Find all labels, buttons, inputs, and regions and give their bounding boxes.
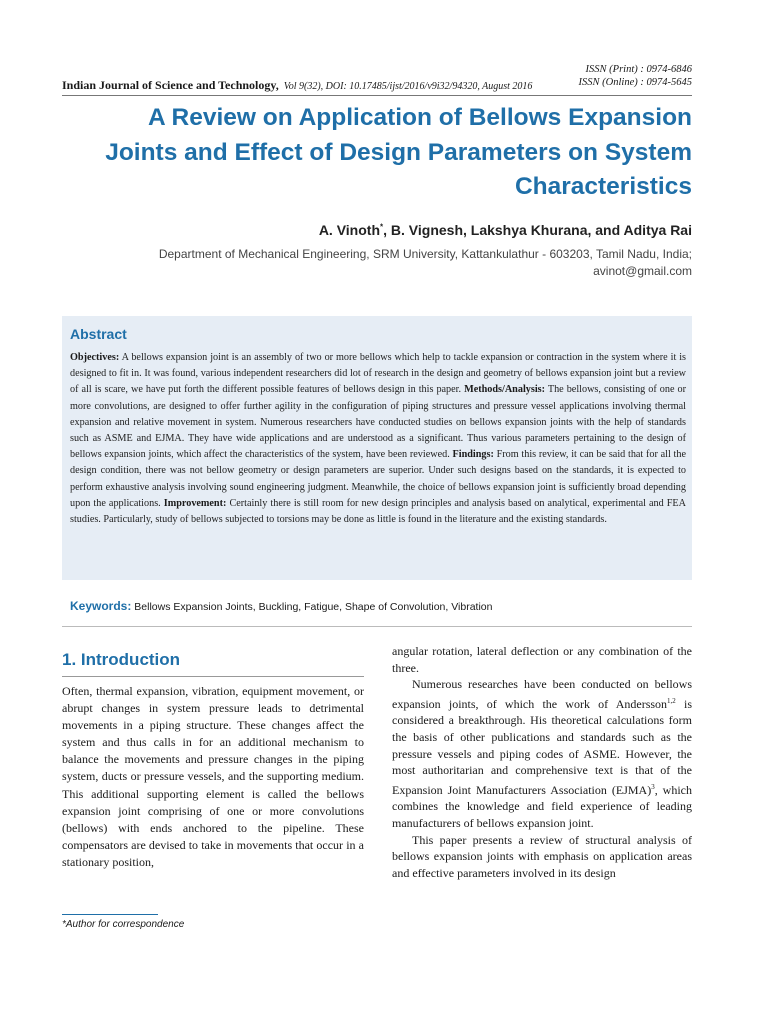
section-heading-introduction: 1. Introduction (62, 650, 181, 669)
section-rule (62, 676, 364, 677)
citation-ref: 3 (651, 782, 655, 791)
improvement-text: Certainly there is still room for new design principles and analysis based on analytical, experimental and FEA studies. Particularly, study of bellows subjected to torsions may be done as little is found in the literature and the existing standards. (70, 497, 686, 526)
paragraph-text: , which combines the knowledge and field experience of leading manufacturers of bellows expansion joint. (392, 782, 693, 830)
findings-text: From this review, it can be said that for all the design condition, there was not bellow geometry or design parameters are superior. Under such designs based on the standards, it is expected to perform exhaustive analysis involving sound engineering judgment. Meanwhile, the choice of bellows expansion joint is sufficiently broad depending upon the applications. (70, 449, 686, 509)
objectives-text: A bellows expansion joint is an assembly of two or more bellows which help to tackle expansion or contraction in the system where it is designed to fit in. It was found, various independent researchers did lot of research in the design and geometry of bellows expansion joint but a review of all is scare, we have put forth the different possible features of bellows design in this paper. (70, 352, 686, 396)
issn-block (579, 63, 692, 89)
footnote: *Author for correspondence (62, 919, 185, 930)
intro-paragraph-3: This paper presents a review of structural analysis of bellows expansion joints with emphasis on application areas and effective parameters involved in its design (392, 832, 692, 880)
affiliation: Department of Mechanical Engineering, SRM University, Kattankulathur - 603203, Tamil Nadu, India; avinot@gmail.com (158, 247, 692, 278)
abstract-heading: Abstract (70, 326, 127, 342)
keywords (70, 599, 492, 613)
findings-label: Findings: (452, 449, 494, 461)
paper-title: A Review on Application of Bellows Expansion Joints and Effect of Design Parameters on System Characteristics (105, 104, 692, 200)
methods-text: The bellows, consisting of one or more convolutions, are designed to offer further agility in the configuration of piping structures and pressure vessel applications involving thermal expansion and relative movement in system. Numerous researchers have conducted studies on bellows expansion joints with the help of standards such as ASME and EJMA. They have wide applications and are understood as a significant. Thus various parameters pertaining to the design of bellows expansion joints, which affect the characteristics of the system, have been reviewed. (70, 384, 686, 461)
footnote-rule (62, 914, 158, 915)
corresponding-mark: * (380, 222, 384, 232)
intro-paragraph-continued: angular rotation, lateral deflection or any combination of the three. (392, 644, 692, 675)
intro-paragraph-2 (392, 676, 692, 831)
paragraph-text: Numerous researches have been conducted on bellows expansion joints, of which the work of Andersson (392, 677, 692, 711)
citation-ref: 1,2 (667, 696, 676, 705)
journal-citation (62, 78, 532, 93)
header-rule (62, 95, 692, 96)
methods-label: Methods/Analysis: (464, 384, 546, 396)
issn-print: ISSN (Print) : 0974-6846 (585, 64, 692, 75)
improvement-label: Improvement: (163, 497, 227, 509)
keywords-rule (62, 626, 692, 627)
journal-name: Indian Journal of Science and Technology, (62, 78, 279, 92)
keywords-label: Keywords: (70, 599, 132, 613)
abstract-body (70, 350, 686, 528)
intro-column-right (392, 643, 692, 881)
objectives-label: Objectives: (70, 352, 120, 363)
author-first: A. Vinoth (318, 222, 380, 238)
author-rest: , B. Vignesh, Lakshya Khurana, and Aditya Rai (383, 222, 692, 238)
intro-column-left: Often, thermal expansion, vibration, equipment movement, or abrupt changes in system pressure leads to detrimental movements in a piping structure. These changes affect the system and thus calls in for an additional mechanism to balance the movements and pressure changes in the piping system, ducts or pressure vessels, and the supporting medium. This additional supporting element is called the bellows expansion joint comprising of one or more convolutions (bellows) with ends anchored to the pipeline. These compensators are devised to take in movements that occur in a stationary position, (62, 684, 364, 869)
journal-volume-doi: Vol 9(32), DOI: 10.17485/ijst/2016/v9i32/94320, August 2016 (283, 81, 533, 92)
keywords-text: Bellows Expansion Joints, Buckling, Fatigue, Shape of Convolution, Vibration (131, 601, 493, 613)
paragraph-text: is considered a breakthrough. His theoretical calculations form the basis of other publications and standards such as the pressure vessels and piping codes of ASME. However, the most authoritarian and comprehensive text is that of the Expansion Joint Manufacturers Association (EJMA) (392, 696, 692, 797)
author-list (319, 222, 692, 238)
issn-online: ISSN (Online) : 0974-5645 (578, 77, 692, 88)
